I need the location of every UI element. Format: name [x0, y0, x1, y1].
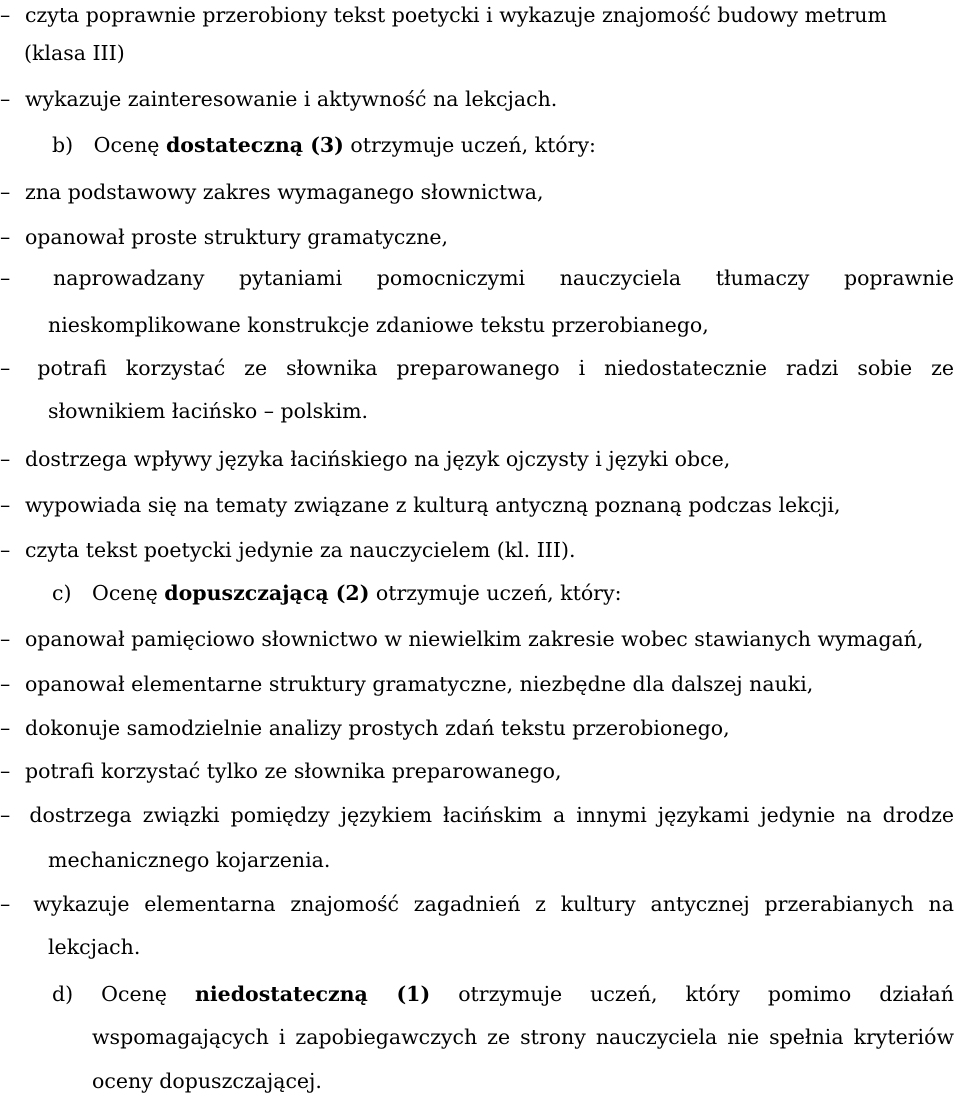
- bullet-line: – opanował proste struktury gramatyczne,: [0, 225, 449, 249]
- bullet-line: – dokonuje samodzielnie analizy prostych zdań tekstu przerobionego,: [0, 716, 730, 740]
- bullet-line: – wypowiada się na tematy związane z kulturą antyczną poznaną podczas lekcji,: [0, 493, 841, 517]
- bullet-line: – zna podstawowy zakres wymaganego słownictwa,: [0, 180, 544, 204]
- continuation-line: nieskomplikowane konstrukcje zdaniowe tekstu przerobianego,: [48, 313, 709, 337]
- bullet-line-justified: – wykazuje elementarna znajomość zagadnień z kultury antycznej przerabianych na: [0, 892, 954, 916]
- bullet-line: – opanował elementarne struktury gramatyczne, niezbędne dla dalszej nauki,: [0, 672, 814, 696]
- continuation-line: słownikiem łacińsko – polskim.: [48, 399, 369, 423]
- bullet-line-justified: – potrafi korzystać ze słownika preparowanego i niedostatecznie radzi sobie ze: [0, 356, 954, 380]
- section-heading-d: d) Ocenę niedostateczną (1) otrzymuje uczeń, który pomimo działań: [52, 982, 954, 1006]
- bullet-line: – czyta poprawnie przerobiony tekst poetycki i wykazuje znajomość budowy metrum: [0, 3, 887, 27]
- section-heading-c: c) Ocenę dopuszczającą (2) otrzymuje uczeń, który:: [52, 581, 622, 605]
- bullet-line: – dostrzega wpływy języka łacińskiego na język ojczysty i języki obce,: [0, 447, 731, 471]
- bullet-line: – opanował pamięciowo słownictwo w niewielkim zakresie wobec stawianych wymagań,: [0, 627, 924, 651]
- bullet-line-justified: – dostrzega związki pomiędzy językiem łacińskim a innymi językami jedynie na drodze: [0, 803, 954, 827]
- bullet-line: – wykazuje zainteresowanie i aktywność na lekcjach.: [0, 87, 558, 111]
- continuation-line: mechanicznego kojarzenia.: [48, 848, 331, 872]
- section-heading-b: b) Ocenę dostateczną (3) otrzymuje uczeń, który:: [52, 133, 596, 157]
- continuation-line: lekcjach.: [48, 935, 141, 959]
- bullet-line-justified: – naprowadzany pytaniami pomocniczymi nauczyciela tłumaczy poprawnie: [0, 266, 954, 290]
- continuation-line-justified: wspomagających i zapobiegawczych ze strony nauczyciela nie spełnia kryteriów: [92, 1025, 954, 1049]
- bullet-line: – potrafi korzystać tylko ze słownika preparowanego,: [0, 759, 562, 783]
- continuation-line: (klasa III): [24, 41, 125, 65]
- bullet-line: – czyta tekst poetycki jedynie za nauczycielem (kl. III).: [0, 538, 576, 562]
- continuation-line: oceny dopuszczającej.: [92, 1069, 322, 1093]
